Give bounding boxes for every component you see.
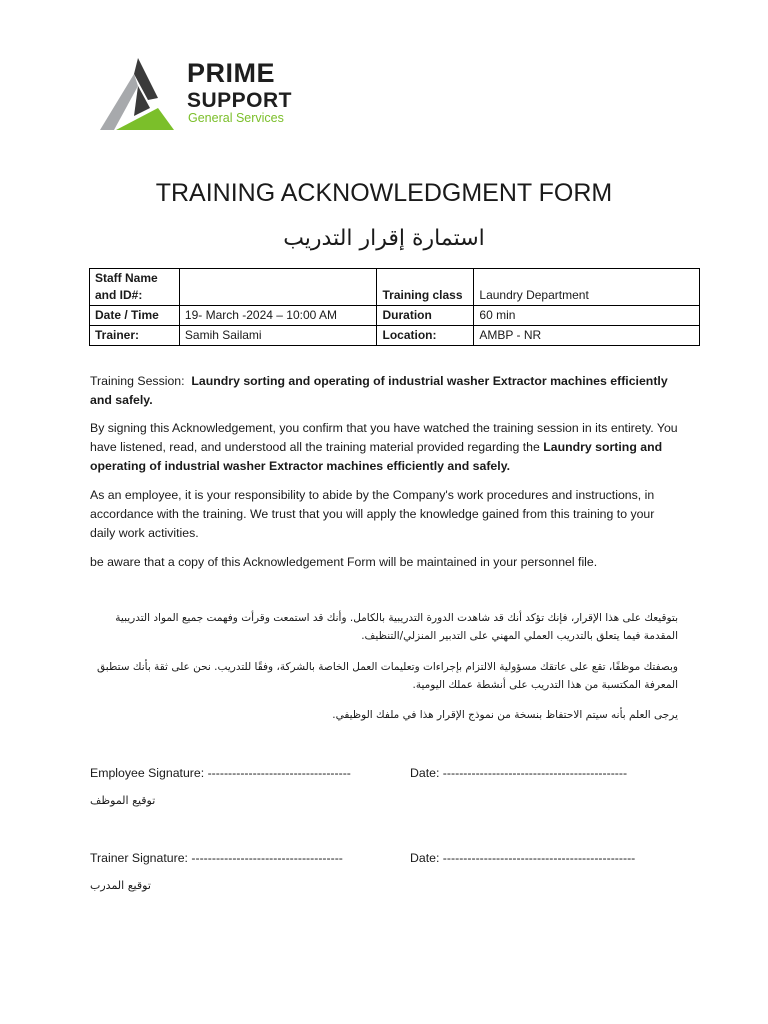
- logo-brand-line2: SUPPORT: [187, 89, 293, 112]
- responsibility-paragraph: [90, 486, 678, 543]
- employee-signature-arabic: توقيع الموظف: [90, 794, 156, 807]
- company-logo: [98, 56, 318, 136]
- logo-brand-line3: General Services: [188, 111, 284, 125]
- training-session-value: Laundry sorting and operating of industrial washer Extractor machines efficiently and safely.: [90, 374, 668, 407]
- personnel-file-paragraph: [90, 553, 678, 572]
- acknowledgement-paragraph: [90, 419, 678, 476]
- arabic-personnel-file-text: يرجى العلم بأنه سيتم الاحتفاظ بنسخة من نموذج الإقرار هذا في ملفك الوظيفي.: [332, 709, 678, 721]
- date-time-label: Date / Time: [90, 306, 180, 326]
- logo-mark-icon: [98, 56, 186, 136]
- form-title: TRAINING ACKNOWLEDGMENT FORM: [155, 179, 613, 207]
- training-session: [90, 372, 678, 410]
- table-row: [90, 306, 700, 326]
- duration-value: 60 min: [474, 306, 700, 326]
- trainer-value: Samih Sailami: [179, 326, 377, 346]
- location-value: AMBP - NR: [474, 326, 700, 346]
- date-time-value: 19- March -2024 – 10:00 AM: [179, 306, 377, 326]
- personnel-file-text: be aware that a copy of this Acknowledgement Form will be maintained in your personnel file.: [90, 555, 598, 569]
- logo-brand-line1: PRIME: [187, 58, 276, 88]
- training-info-table: [89, 268, 700, 346]
- table-row: [90, 269, 700, 306]
- trainer-signature-arabic: توقيع المدرب: [90, 879, 151, 892]
- acknowledgement-text: By signing this Acknowledgement, you confirm that you have watched the training session in its entirety. You have listened, read, and understood all the training material provided regarding the: [90, 421, 678, 454]
- trainer-label: Trainer:: [90, 326, 180, 346]
- arabic-responsibility-paragraph: [90, 658, 678, 694]
- arabic-responsibility-text: وبصفتك موظفًا، تقع على عاتقك مسؤولية الالتزام بإجراءات وتعليمات العمل الخاصة بالشركة، وفقًا للتدريب. نحن على ثقة بأنك ستطبق المعرفة المكتسبة من هذا التدريب على أنشطة عملك اليومية.: [97, 661, 678, 691]
- form-title-arabic: استمارة إقرار التدريب: [283, 226, 485, 251]
- arabic-acknowledgement-text: بتوقيعك على هذا الإقرار، فإنك تؤكد أنك قد شاهدت الدورة التدريبية بالكامل. وأنك قد استمعت وقرأت وفهمت جميع المواد التدريبية المقدمة فيما يتعلق بالتدريب العملي المهني على التدبير المنزلي/التنظيف.: [115, 612, 678, 642]
- arabic-acknowledgement-paragraph: [90, 609, 678, 645]
- training-class-label: Training class: [377, 269, 474, 306]
- trainer-signature-line[interactable]: Trainer Signature: -------------------------------------: [90, 851, 343, 865]
- location-label: Location:: [377, 326, 474, 346]
- arabic-personnel-file-paragraph: [90, 706, 678, 724]
- staff-value-field[interactable]: [179, 269, 377, 306]
- training-session-label: Training Session:: [90, 374, 185, 388]
- table-row: [90, 326, 700, 346]
- responsibility-text: As an employee, it is your responsibility to abide by the Company's work procedures and instructions, in accordance with the training. We trust that you will apply the knowledge gained from this training to your daily work activities.: [90, 488, 655, 540]
- training-class-value: Laundry Department: [474, 269, 700, 306]
- employee-date-line[interactable]: Date: ---------------------------------------------: [410, 766, 628, 780]
- duration-label: Duration: [377, 306, 474, 326]
- trainer-date-line[interactable]: Date: -----------------------------------------------: [410, 851, 636, 865]
- staff-label: Staff Name and ID#:: [90, 269, 180, 306]
- acknowledgement-topic: Laundry sorting and operating of industrial washer Extractor machines efficiently and safely.: [90, 440, 663, 473]
- employee-signature-line[interactable]: Employee Signature: -----------------------------------: [90, 766, 351, 780]
